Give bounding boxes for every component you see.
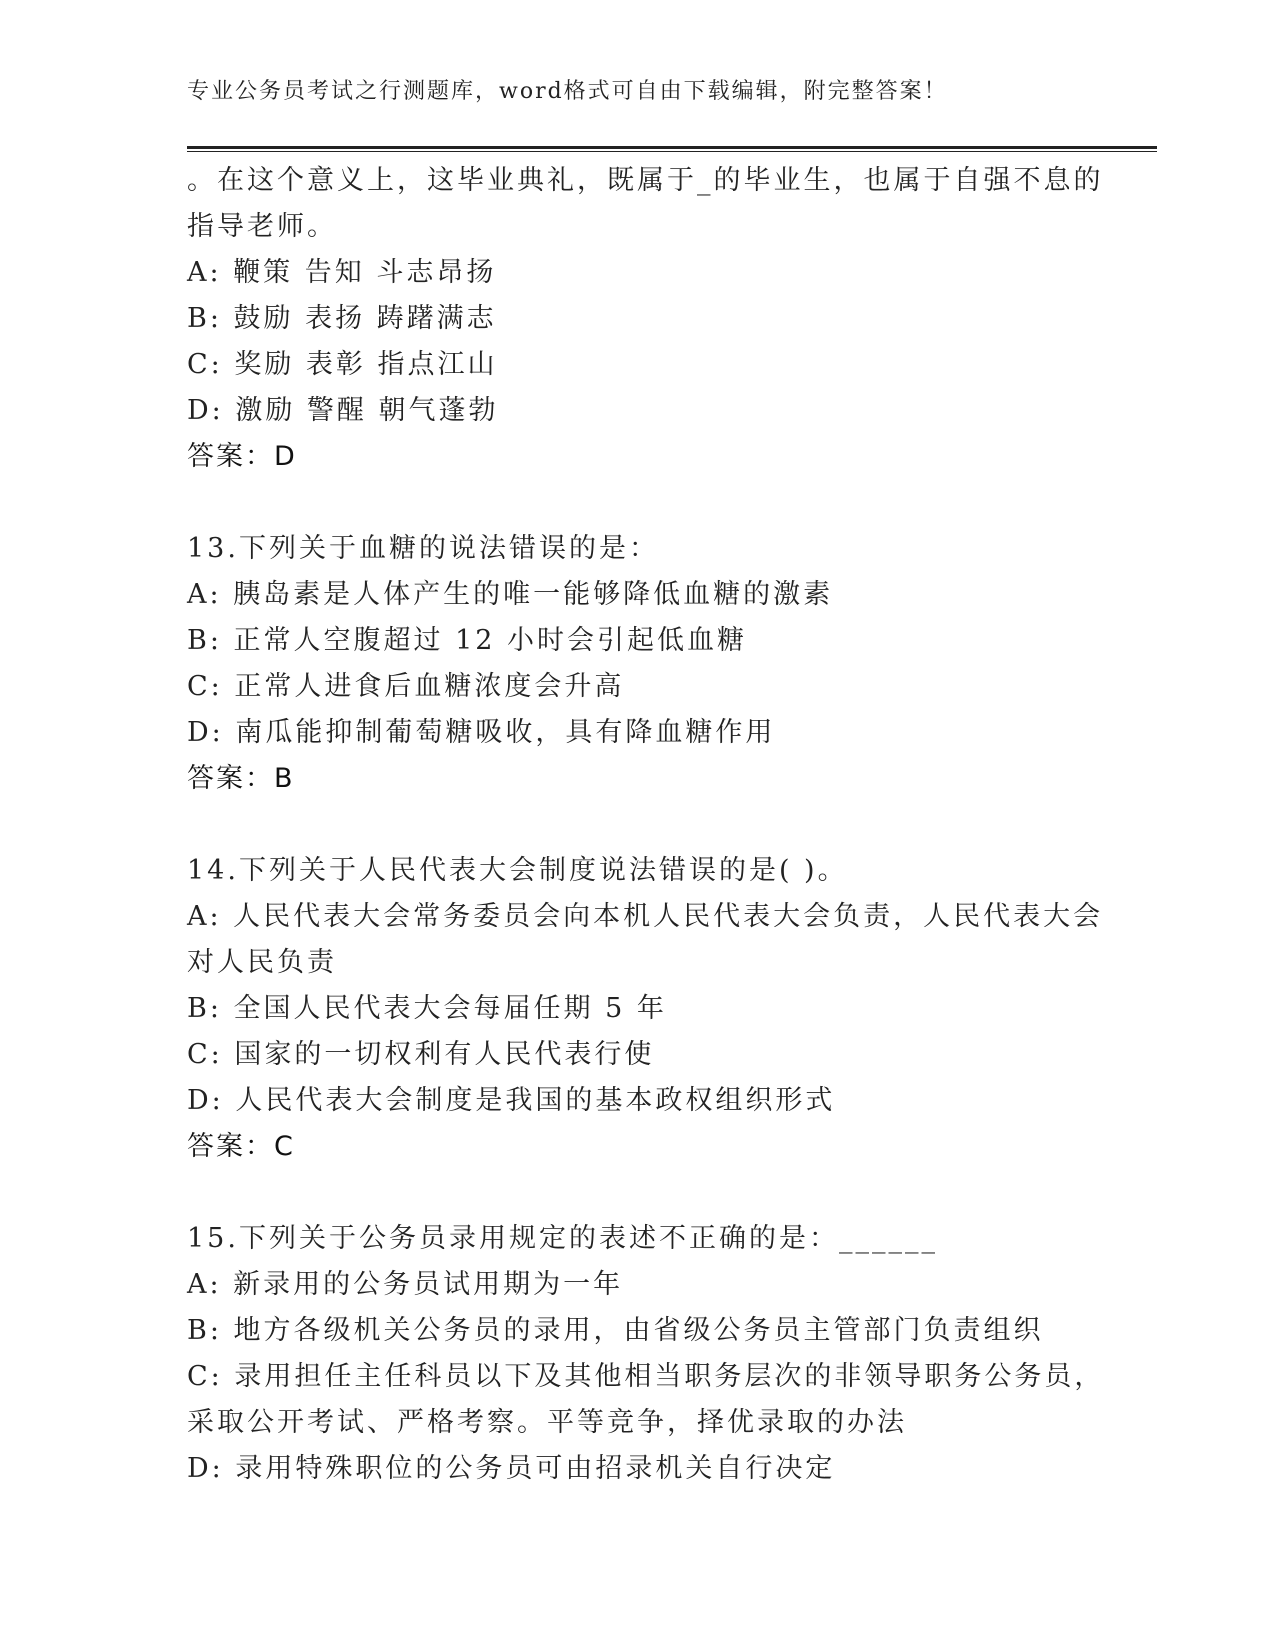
option-d: D: 激励 警醒 朝气蓬勃 [187,395,499,426]
option-b: B: 鼓励 表扬 踌躇满志 [187,303,497,334]
answer-line: 答案：B [187,763,295,794]
spacer [187,1170,1087,1216]
spacer [187,480,1087,526]
option-a: A: 鞭策 告知 斗志昂扬 [187,257,497,288]
answer-line: 答案：C [187,1131,295,1162]
question-text-line: 。在这个意义上，这毕业典礼，既属于_的毕业生，也属于自强不息的 [187,165,1104,196]
option-a: A: 胰岛素是人体产生的唯一能够降低血糖的激素 [187,579,834,610]
option-b: B: 全国人民代表大会每届任期 5 年 [187,993,667,1024]
header-divider [187,146,1157,152]
answer-line: 答案：D [187,441,297,472]
question-stem: 13.下列关于血糖的说法错误的是： [187,533,659,564]
question-stem: 14.下列关于人民代表大会制度说法错误的是( )。 [187,855,848,886]
option-a: A: 人民代表大会常务委员会向本机人民代表大会负责，人民代表大会 [187,901,1104,932]
option-b: B: 地方各级机关公务员的录用，由省级公务员主管部门负责组织 [187,1315,1044,1346]
option-a-continuation: 对人民负责 [187,947,337,978]
question-14 [187,848,1104,1170]
option-d: D: 南瓜能抑制葡萄糖吸收，具有降血糖作用 [187,717,776,748]
option-a: A: 新录用的公务员试用期为一年 [187,1269,624,1300]
question-stem: 15.下列关于公务员录用规定的表述不正确的是：______ [187,1223,938,1254]
option-c: C: 国家的一切权利有人民代表行使 [187,1039,655,1070]
question-12-continuation [187,158,1104,480]
spacer [187,802,1087,848]
question-15 [187,1216,1105,1492]
question-text-line: 指导老师。 [187,211,337,242]
option-b: B: 正常人空腹超过 12 小时会引起低血糖 [187,625,748,656]
option-c: C: 正常人进食后血糖浓度会升高 [187,671,625,702]
option-c: C: 奖励 表彰 指点江山 [187,349,498,380]
question-13 [187,526,1087,802]
document-body [187,158,1105,1492]
page-header: 专业公务员考试之行测题库，word格式可自由下载编辑，附完整答案！ [187,79,948,104]
option-c: C: 录用担任主任科员以下及其他相当职务层次的非领导职务公务员， [187,1361,1105,1392]
option-d: D: 人民代表大会制度是我国的基本政权组织形式 [187,1085,836,1116]
option-d: D: 录用特殊职位的公务员可由招录机关自行决定 [187,1453,836,1484]
option-c-continuation: 采取公开考试、严格考察。平等竞争，择优录取的办法 [187,1407,907,1438]
